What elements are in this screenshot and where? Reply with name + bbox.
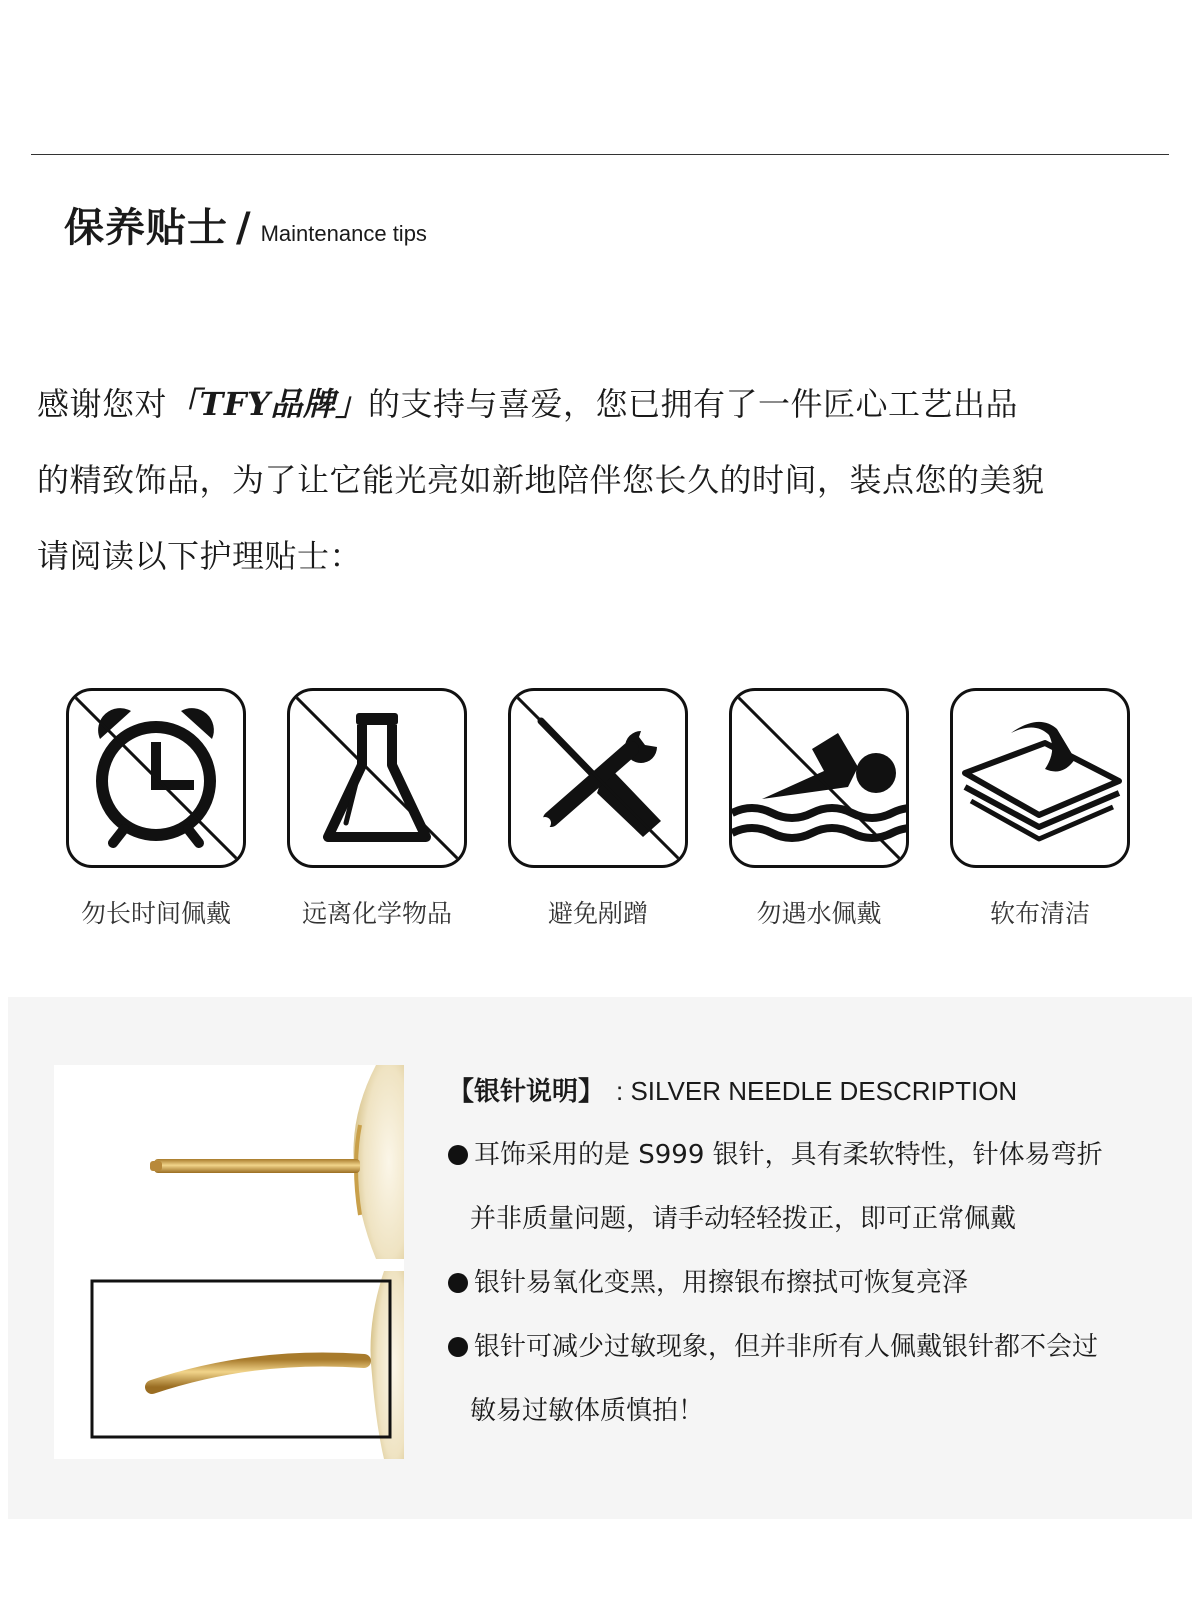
needle-heading-cn: 【银针说明】: [448, 1077, 605, 1107]
tip-label: 软布清洁: [989, 899, 1090, 928]
section-title: [64, 196, 427, 253]
needle-item-2: 银针易氧化变黑，用擦银布擦拭可恢复亮泽: [448, 1251, 1188, 1315]
tip-soft-cloth: [950, 688, 1130, 928]
title-english: Maintenance tips: [260, 221, 427, 246]
tip-label: 勿长时间佩戴: [80, 899, 231, 928]
care-tips-row: [0, 688, 1200, 938]
bullet-dot: [448, 1273, 468, 1293]
brand-bracket-open: 「: [167, 385, 200, 423]
tip-label: 避免剐蹭: [547, 899, 648, 928]
tip-no-chemicals: [287, 688, 467, 928]
brand-name: TFY品牌: [199, 385, 336, 423]
tip-no-water: [729, 688, 909, 928]
no-alarm-clock-icon: [66, 688, 246, 868]
silver-needle-panel: [8, 997, 1192, 1519]
no-tools-icon: [508, 688, 688, 868]
needle-item-3-cont: 敏易过敏体质慎拍！: [470, 1396, 705, 1426]
top-divider: [31, 154, 1169, 155]
needle-item-1-cont: 并非质量问题，请手动轻轻拨正，即可正常佩戴: [470, 1204, 1017, 1234]
needle-description: [448, 1059, 1188, 1443]
tip-no-long-wear: [66, 688, 246, 928]
no-chemical-flask-icon: [287, 688, 467, 868]
intro-line-2: 的精致饰品，为了让它能光亮如新地陪伴您长久的时间，装点您的美貌: [37, 461, 1045, 499]
needle-item-3: 银针可减少过敏现象，但并非所有人佩戴银针都不会过: [448, 1315, 1188, 1379]
tip-avoid-scratches: [508, 688, 688, 928]
no-swimming-icon: [729, 688, 909, 868]
tip-label: 勿遇水佩戴: [756, 899, 882, 928]
intro-line-3: 请阅读以下护理贴士：: [37, 537, 363, 575]
bullet-dot: [448, 1337, 468, 1357]
title-chinese: 保养贴士: [64, 205, 228, 251]
title-separator: /: [236, 205, 251, 251]
needle-heading-en: : SILVER NEEDLE DESCRIPTION: [616, 1076, 1018, 1106]
intro-line-1: 感谢您对「TFY品牌」的支持与喜爱，您已拥有了一件匠心工艺出品: [37, 385, 1018, 423]
intro-paragraph: [37, 366, 1177, 594]
needle-photo: [54, 1065, 404, 1459]
bullet-dot: [448, 1145, 468, 1165]
needle-heading: [448, 1059, 1188, 1123]
tip-label: 远离化学物品: [301, 899, 452, 928]
brand-bracket-close: 」: [335, 385, 368, 423]
soft-cloth-icon: [950, 688, 1130, 868]
needle-item-1: 耳饰采用的是 S999 银针，具有柔软特性，针体易弯折: [448, 1123, 1188, 1187]
